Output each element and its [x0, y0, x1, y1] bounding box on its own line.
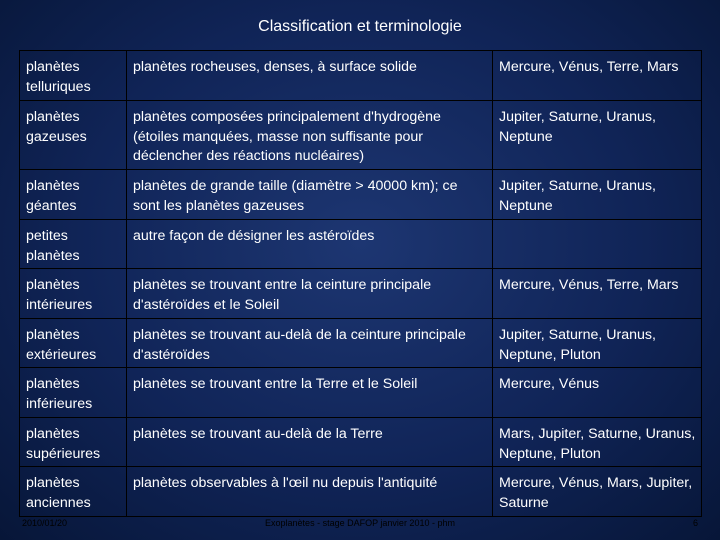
- definition-cell: planètes se trouvant au-delà de la ceinture principale d'astéroïdes: [127, 319, 493, 368]
- examples-cell: Mars, Jupiter, Saturne, Uranus, Neptune, Pluton: [493, 418, 702, 467]
- examples-cell: Mercure, Vénus, Mars, Jupiter, Saturne: [493, 467, 702, 517]
- definition-cell: planètes composées principalement d'hydrogène (étoiles manquées, masse non suffisante pour déclencher des réactions nucléaires): [127, 101, 493, 170]
- definition-cell: planètes rocheuses, denses, à surface solide: [127, 51, 493, 101]
- footer-date: 2010/01/20: [22, 518, 68, 528]
- examples-cell: Jupiter, Saturne, Uranus, Neptune, Pluton: [493, 319, 702, 368]
- examples-cell: Mercure, Vénus, Terre, Mars: [493, 269, 702, 319]
- term-cell: planètes inférieures: [20, 368, 127, 418]
- examples-cell: Mercure, Vénus, Terre, Mars: [493, 51, 702, 101]
- table-row: [20, 467, 702, 517]
- table-row: [20, 269, 702, 319]
- definition-cell: planètes de grande taille (diamètre > 40000 km); ce sont les planètes gazeuses: [127, 170, 493, 220]
- definition-cell: planètes se trouvant entre la Terre et le Soleil: [127, 368, 493, 418]
- term-cell: planètes géantes: [20, 170, 127, 220]
- examples-cell: Mercure, Vénus: [493, 368, 702, 418]
- term-cell: planètes supérieures: [20, 418, 127, 467]
- table-row: [20, 101, 702, 170]
- definition-cell: autre façon de désigner les astéroïdes: [127, 220, 493, 269]
- table-row: [20, 51, 702, 101]
- definition-cell: planètes se trouvant au-delà de la Terre: [127, 418, 493, 467]
- examples-cell: Jupiter, Saturne, Uranus, Neptune: [493, 101, 702, 170]
- term-cell: planètes intérieures: [20, 269, 127, 319]
- table-row: [20, 170, 702, 220]
- term-cell: planètes anciennes: [20, 467, 127, 517]
- footer-caption: Exoplanètes - stage DAFOP janvier 2010 - phm: [265, 518, 455, 528]
- term-cell: planètes extérieures: [20, 319, 127, 368]
- classification-table: [19, 50, 702, 517]
- table-row: [20, 319, 702, 368]
- examples-cell: Jupiter, Saturne, Uranus, Neptune: [493, 170, 702, 220]
- definition-cell: planètes se trouvant entre la ceinture principale d'astéroïdes et le Soleil: [127, 269, 493, 319]
- term-cell: petites planètes: [20, 220, 127, 269]
- page-number: 6: [692, 518, 698, 528]
- examples-cell: [493, 220, 702, 269]
- term-cell: planètes telluriques: [20, 51, 127, 101]
- definition-cell: planètes observables à l'œil nu depuis l'antiquité: [127, 467, 493, 517]
- table-row: [20, 418, 702, 467]
- slide-title: Classification et terminologie: [258, 18, 462, 35]
- term-cell: planètes gazeuses: [20, 101, 127, 170]
- table-row: [20, 368, 702, 418]
- table-row: [20, 220, 702, 269]
